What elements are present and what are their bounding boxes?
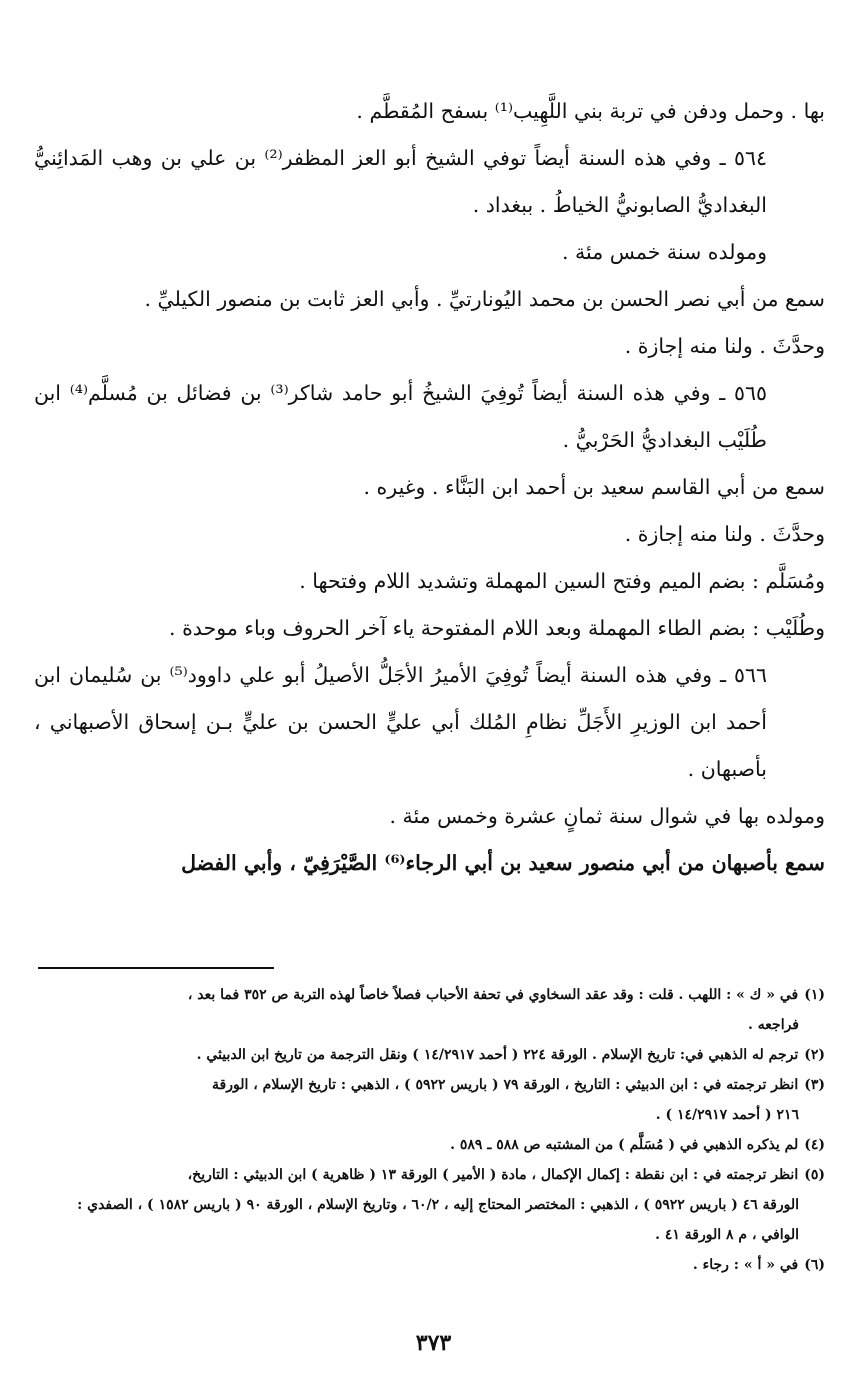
- footnote-mark: (٥): [804, 1167, 825, 1183]
- footnote-text: ترجم له الذهبي في: تاريخ الإسلام . الورقة ٢٢٤ ( أحمد ١٤/٢٩١٧ ) ونقل الترجمة من تاريخ ابن الدبيثي .: [196, 1047, 799, 1063]
- footnote-mark: (٢): [804, 1047, 825, 1063]
- text-line: ومُسَلَّم : بضم الميم وفتح السين المهملة وتشديد اللام وفتحها .: [299, 569, 825, 593]
- text-line: سمع بأصبهان من أبي منصور سعيد بن أبي الرجاء⁽⁶⁾ الصَّيْرَفِيّ ، وأبي الفضل: [181, 851, 825, 875]
- text-line: وطُلَيْب : بضم الطاء المهملة وبعد اللام المفتوحة ياء آخر الحروف وباء موحدة .: [169, 616, 825, 640]
- text-line: ومولده بها في شوال سنة ثمانٍ عشرة وخمس مئة .: [389, 804, 825, 828]
- text-line: سمع من أبي القاسم سعيد بن أحمد ابن البَنَّاء . وغيره .: [363, 475, 825, 499]
- footnote-mark: (٦): [804, 1257, 825, 1273]
- footnote-continuation: فراجعه .: [748, 1017, 799, 1033]
- footnote-1: [38, 980, 825, 1040]
- text-line: سمع من أبي نصر الحسن بن محمد اليُونارتيِّ . وأبي العز ثابت بن منصور الكيليِّ .: [144, 287, 825, 311]
- page-number: ٣٧٣: [415, 1330, 452, 1356]
- footnote-mark: (٣): [804, 1077, 825, 1093]
- footnote-mark: (١): [804, 987, 825, 1003]
- text-line: بها . وحمل ودفن في تربة بني اللَّهِيب⁽¹⁾ بسفح المُقطَّم .: [356, 99, 825, 123]
- footnote-separator: [38, 967, 274, 969]
- footnotes: [38, 980, 825, 1280]
- entry-565: ٥٦٥ ـ وفي هذه السنة أيضاً تُوفِيَ الشيخُ أبو حامد شاكر⁽³⁾ بن فضائل بن مُسلَّم⁽⁴⁾ ابن طُلَيْب البغداديُّ الحَرْبيُّ .: [34, 381, 767, 452]
- footnote-continuation: ٢١٦ ( أحمد ١٤/٢٩١٧ ) .: [655, 1107, 799, 1123]
- footnote-continuation: الورقة ٤٦ ( باريس ٥٩٢٢ ) ، الذهبي : المختصر المحتاج إليه ، ٦٠/٢ ، وتاريخ الإسلام ، الورقة ٩٠ ( باريس ١٥٨٢ ) ، الصفدي : الوافي ، م ٨ الورقة ٤١ .: [77, 1197, 799, 1243]
- footnote-5: [38, 1160, 825, 1250]
- footnote-4: [38, 1130, 825, 1160]
- footnote-text: لم يذكره الذهبي في ( مُسَلَّم ) من المشتبه ص ٥٨٨ ـ ٥٨٩ .: [450, 1137, 799, 1153]
- footnote-6: [38, 1250, 825, 1280]
- text-line: وحدَّثَ . ولنا منه إجازة .: [624, 334, 825, 358]
- text-line: ومولده سنة خمس مئة .: [562, 240, 767, 264]
- footnote-2: [38, 1040, 825, 1070]
- footnote-text: في « أ » : رجاء .: [692, 1257, 799, 1273]
- main-text: [34, 88, 825, 887]
- footnote-text: انظر ترجمته في : ابن نقطة : إكمال الإكمال ، مادة ( الأمير ) الورقة ١٣ ( ظاهرية ) ابن الدبيثي : التاريخ،: [187, 1167, 799, 1183]
- footnote-3: [38, 1070, 825, 1130]
- footnote-text: انظر ترجمته في : ابن الدبيثي : التاريخ ، الورقة ٧٩ ( باريس ٥٩٢٢ ) ، الذهبي : تاريخ الإسلام ، الورقة: [212, 1077, 799, 1093]
- text-line: وحدَّثَ . ولنا منه إجازة .: [624, 522, 825, 546]
- footnote-text: في « ك » : اللهب . قلت : وقد عقد السخاوي في تحفة الأحباب فصلاً خاصاً لهذه التربة ص ٣٥٢ فما بعد ،: [187, 987, 799, 1003]
- footnote-mark: (٤): [804, 1137, 825, 1153]
- entry-566: ٥٦٦ ـ وفي هذه السنة أيضاً تُوفِيَ الأميرُ الأجَلُّ الأصيلُ أبو علي داوود⁽⁵⁾ بن سُليمان ابن أحمد ابن الوزيرِ الأَجَلِّ نظامِ المُلك أبي عليٍّ الحسن بن عليٍّ بـن إسحاق الأصبهاني ، بأصبهان .: [34, 663, 768, 781]
- entry-564: ٥٦٤ ـ وفي هذه السنة أيضاً توفي الشيخ أبو العز المظفر⁽²⁾ بن علي بن وهب المَدائِنيُّ البغداديُّ الصابونيُّ الخياطُ . ببغداد .: [34, 146, 767, 217]
